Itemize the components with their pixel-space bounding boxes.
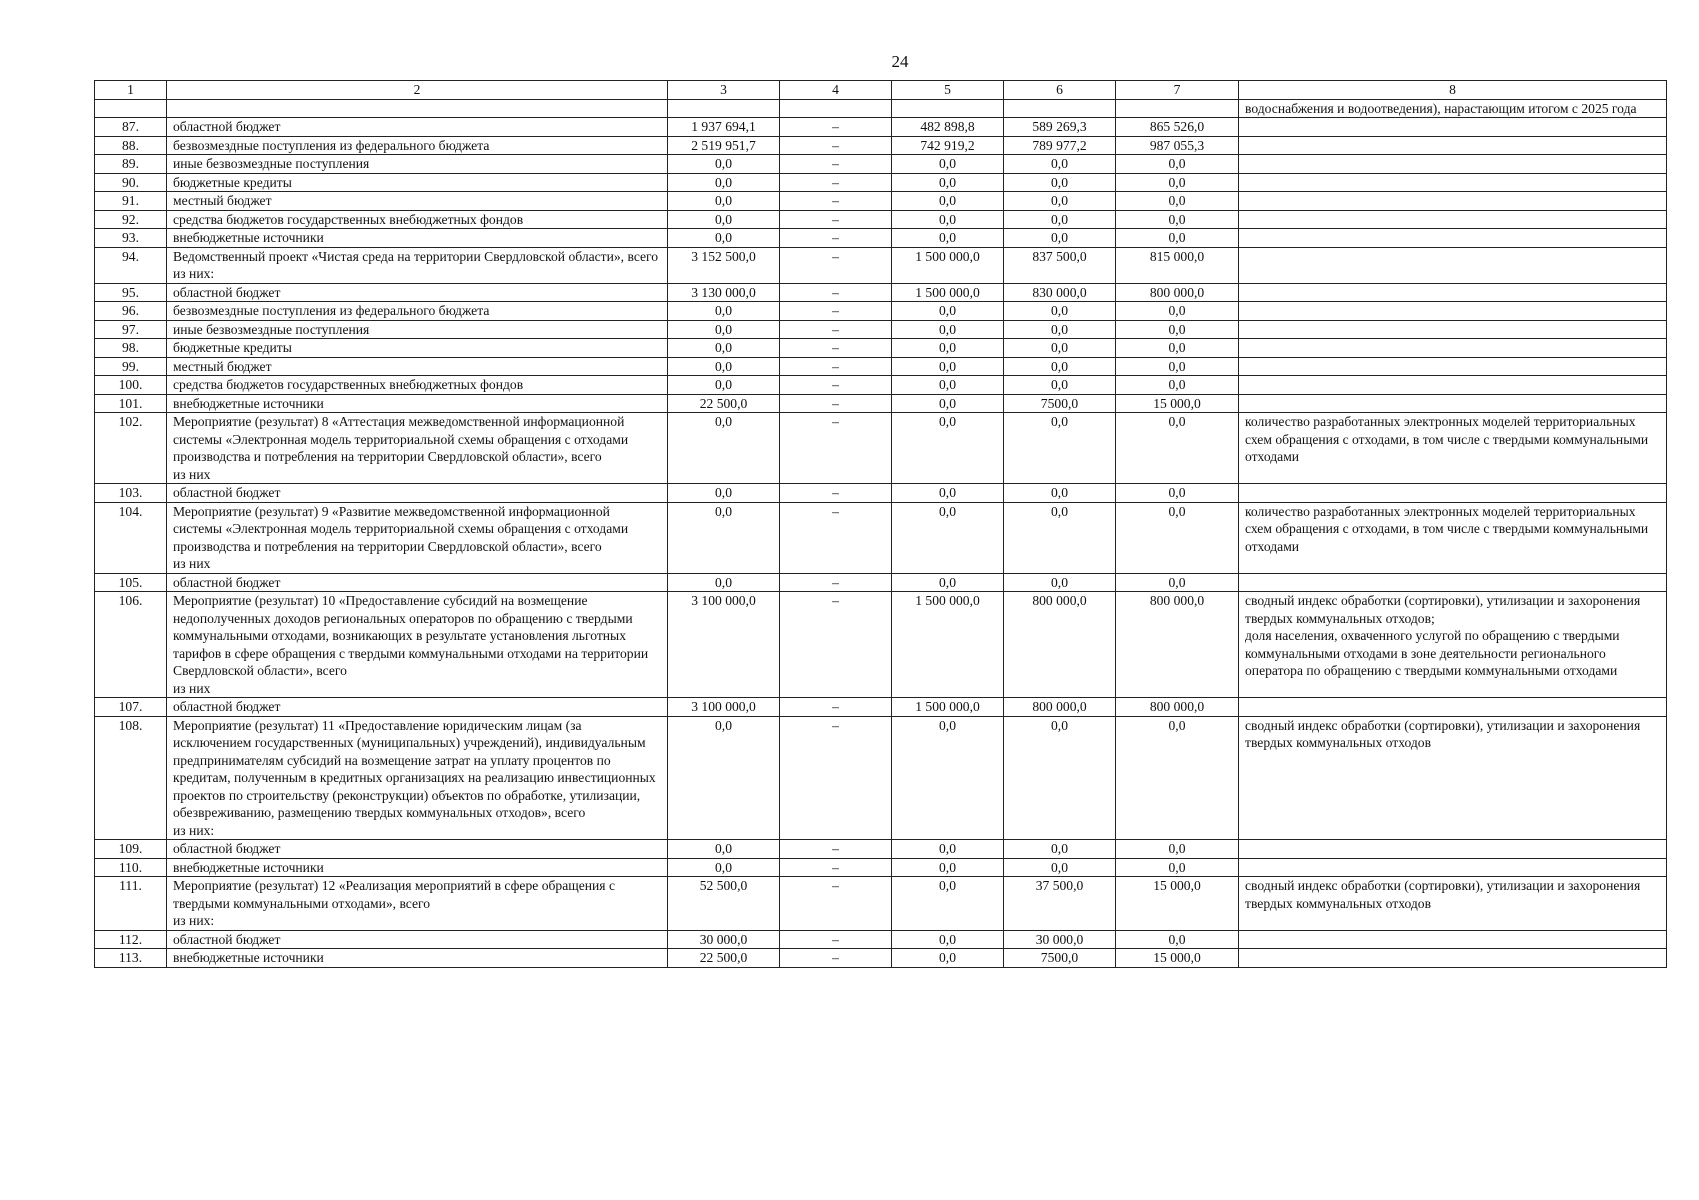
indicator-cell (1239, 502, 1667, 573)
column-6-value-cell: 7500,0 (1004, 394, 1116, 413)
column-6-value-cell: 0,0 (1004, 573, 1116, 592)
row-number-cell: 107. (95, 698, 167, 717)
total-value-cell: 0,0 (668, 229, 780, 248)
column-6-value-cell: 0,0 (1004, 302, 1116, 321)
column-4-value-cell: – (780, 229, 892, 248)
item-name-text: иные безвозмездные поступления (173, 321, 370, 337)
total-value-cell: 2 519 951,7 (668, 136, 780, 155)
column-header-7: 7 (1116, 81, 1239, 100)
row-number-cell: 112. (95, 930, 167, 949)
column-4-value-cell: – (780, 118, 892, 137)
item-name-cell (167, 339, 668, 358)
row-number-cell: 108. (95, 716, 167, 840)
column-header-5: 5 (892, 81, 1004, 100)
column-5-value-cell: 0,0 (892, 484, 1004, 503)
item-name-cell (167, 210, 668, 229)
indicator-cell (1239, 210, 1667, 229)
table-row (95, 192, 1667, 211)
indicator-cell (1239, 229, 1667, 248)
table-body (95, 99, 1667, 967)
table-row (95, 858, 1667, 877)
item-name-cell (167, 949, 668, 968)
item-name-text: безвозмездные поступления из федерального бюджета (173, 303, 490, 318)
column-number-header-row (95, 81, 1667, 100)
column-5-value-cell: 1 500 000,0 (892, 592, 1004, 698)
indicator-cell (1239, 840, 1667, 859)
row-number-cell: 96. (95, 302, 167, 321)
indicator-cell (1239, 877, 1667, 931)
item-name-text: областной бюджет (173, 485, 281, 500)
column-5-value-cell: 0,0 (892, 394, 1004, 413)
table-row (95, 283, 1667, 302)
column-7-value-cell: 0,0 (1116, 357, 1239, 376)
item-name-text: областной бюджет (173, 841, 281, 856)
column-4-value-cell: – (780, 840, 892, 859)
column-5-value-cell: 0,0 (892, 858, 1004, 877)
table-row (95, 320, 1667, 339)
table-row (95, 173, 1667, 192)
column-5-value-cell: 0,0 (892, 192, 1004, 211)
column-7-value-cell: 0,0 (1116, 502, 1239, 573)
column-4-value-cell: – (780, 192, 892, 211)
item-name-cell (167, 229, 668, 248)
row-number-cell: 98. (95, 339, 167, 358)
column-5-value-cell: 0,0 (892, 339, 1004, 358)
indicator-cell (1239, 858, 1667, 877)
column-5-value-cell: 0,0 (892, 949, 1004, 968)
row-number-cell: 90. (95, 173, 167, 192)
column-4-value-cell: – (780, 339, 892, 358)
indicator-cell (1239, 573, 1667, 592)
table-row (95, 229, 1667, 248)
row-number-cell: 95. (95, 283, 167, 302)
column-6-value-cell: 0,0 (1004, 376, 1116, 395)
column-header-4: 4 (780, 81, 892, 100)
total-value-cell: 0,0 (668, 173, 780, 192)
column-6-value-cell: 7500,0 (1004, 949, 1116, 968)
item-name-cell (167, 858, 668, 877)
column-4-value-cell: – (780, 302, 892, 321)
column-7-value-cell: 15 000,0 (1116, 877, 1239, 931)
table-row (95, 247, 1667, 283)
item-name-cell (167, 716, 668, 840)
row-number-cell: 89. (95, 155, 167, 174)
item-name-text: внебюджетные источники (173, 395, 324, 411)
indicator-text: сводный индекс обработки (сортировки), утилизации и захоронения твердых коммунальных отходов (1245, 717, 1641, 750)
item-name-text: Мероприятие (результат) 8 «Аттестация межведомственной информационной системы «Электронная модель территориальной схемы обращения с отходами производства и потребления на территории Свердловской области», всего из них (173, 414, 629, 482)
item-name-cell (167, 376, 668, 395)
column-6-value-cell: 0,0 (1004, 840, 1116, 859)
table-row (95, 502, 1667, 573)
item-name-text: местный бюджет (173, 358, 272, 374)
total-value-cell: 0,0 (668, 192, 780, 211)
column-7-value-cell: 0,0 (1116, 339, 1239, 358)
total-value-cell: 0,0 (668, 716, 780, 840)
item-name-cell (167, 394, 668, 413)
indicator-text: сводный индекс обработки (сортировки), утилизации и захоронения твердых коммунальных отходов (1245, 878, 1641, 911)
column-5-value-cell: 0,0 (892, 930, 1004, 949)
table-row (95, 698, 1667, 717)
total-value-cell: 22 500,0 (668, 949, 780, 968)
indicator-text: количество разработанных электронных моделей территориальных схем обращения с отходами, в том числе с твердыми коммунальными отходами (1245, 414, 1649, 464)
total-value-cell: 0,0 (668, 573, 780, 592)
total-value-cell: 3 100 000,0 (668, 592, 780, 698)
continuation-cell-6 (1004, 99, 1116, 118)
column-7-value-cell: 0,0 (1116, 484, 1239, 503)
table-row (95, 840, 1667, 859)
item-name-text: внебюджетные источники (173, 230, 324, 245)
item-name-cell (167, 320, 668, 339)
total-value-cell: 0,0 (668, 502, 780, 573)
table-row (95, 592, 1667, 698)
indicator-cell (1239, 949, 1667, 968)
column-4-value-cell: – (780, 484, 892, 503)
table-row (95, 573, 1667, 592)
column-7-value-cell: 800 000,0 (1116, 283, 1239, 302)
column-6-value-cell: 789 977,2 (1004, 136, 1116, 155)
item-name-cell (167, 173, 668, 192)
row-number-cell: 111. (95, 877, 167, 931)
column-7-value-cell: 15 000,0 (1116, 949, 1239, 968)
column-5-value-cell: 0,0 (892, 155, 1004, 174)
total-value-cell: 0,0 (668, 302, 780, 321)
item-name-cell (167, 573, 668, 592)
indicator-text: сводный индекс обработки (сортировки), утилизации и захоронения твердых коммунальных отходов; доля населения, охваченного услугой по обращению с твердыми коммунальными отходами в зоне деятельности регионального оператора по обращению с твердыми коммунальными отходами (1245, 593, 1641, 678)
table-row (95, 302, 1667, 321)
column-6-value-cell: 37 500,0 (1004, 877, 1116, 931)
column-6-value-cell: 589 269,3 (1004, 118, 1116, 137)
total-value-cell: 52 500,0 (668, 877, 780, 931)
column-5-value-cell: 0,0 (892, 376, 1004, 395)
column-4-value-cell: – (780, 716, 892, 840)
column-header-3: 3 (668, 81, 780, 100)
column-7-value-cell: 0,0 (1116, 716, 1239, 840)
row-number-cell: 101. (95, 394, 167, 413)
column-header-1: 1 (95, 81, 167, 100)
table-row (95, 118, 1667, 137)
indicator-cell (1239, 716, 1667, 840)
indicator-cell (1239, 394, 1667, 413)
table-row (95, 357, 1667, 376)
item-name-text: областной бюджет (173, 931, 281, 947)
column-7-value-cell: 800 000,0 (1116, 698, 1239, 717)
column-7-value-cell: 0,0 (1116, 192, 1239, 211)
budget-table (94, 80, 1667, 968)
column-6-value-cell: 830 000,0 (1004, 283, 1116, 302)
item-name-cell (167, 930, 668, 949)
total-value-cell: 30 000,0 (668, 930, 780, 949)
column-5-value-cell: 0,0 (892, 210, 1004, 229)
column-5-value-cell: 482 898,8 (892, 118, 1004, 137)
column-4-value-cell: – (780, 247, 892, 283)
column-6-value-cell: 0,0 (1004, 716, 1116, 840)
total-value-cell: 3 100 000,0 (668, 698, 780, 717)
column-7-value-cell: 987 055,3 (1116, 136, 1239, 155)
item-name-text: Мероприятие (результат) 11 «Предоставление юридическим лицам (за исключением государственных (муниципальных) учреждений), индивидуальным предпринимателям субсидий на возмещение затрат на уплату процентов по кредитам, полученным в кредитных организациях на реализацию инвестиционных проектов по строительству (реконструкции) объектов по обработке, утилизации, обезвреживанию, размещению твердых коммунальных отходов», всего из них: (173, 717, 656, 838)
column-4-value-cell: – (780, 283, 892, 302)
column-6-value-cell: 0,0 (1004, 339, 1116, 358)
column-6-value-cell: 0,0 (1004, 229, 1116, 248)
column-5-value-cell: 0,0 (892, 302, 1004, 321)
indicator-cell (1239, 592, 1667, 698)
indicator-cell (1239, 357, 1667, 376)
item-name-text: средства бюджетов государственных внебюджетных фондов (173, 377, 524, 392)
column-5-value-cell: 742 919,2 (892, 136, 1004, 155)
column-7-value-cell: 0,0 (1116, 173, 1239, 192)
indicator-cell (1239, 376, 1667, 395)
column-5-value-cell: 0,0 (892, 320, 1004, 339)
table-row (95, 155, 1667, 174)
column-6-value-cell: 0,0 (1004, 320, 1116, 339)
table-row (95, 484, 1667, 503)
item-name-cell (167, 698, 668, 717)
indicator-cell (1239, 302, 1667, 321)
column-6-value-cell: 0,0 (1004, 210, 1116, 229)
total-value-cell: 0,0 (668, 376, 780, 395)
continuation-cell-1 (95, 99, 167, 118)
continuation-row (95, 99, 1667, 118)
column-6-value-cell: 0,0 (1004, 484, 1116, 503)
table-row (95, 413, 1667, 484)
column-6-value-cell: 0,0 (1004, 173, 1116, 192)
item-name-cell (167, 118, 668, 137)
row-number-cell: 109. (95, 840, 167, 859)
item-name-cell (167, 484, 668, 503)
table-row (95, 930, 1667, 949)
continuation-cell-2 (167, 99, 668, 118)
item-name-text: Мероприятие (результат) 12 «Реализация мероприятий в сфере обращения с твердыми коммунальными отходами», всего из них: (173, 878, 615, 928)
item-name-text: областной бюджет (173, 699, 281, 714)
item-name-cell (167, 283, 668, 302)
column-7-value-cell: 0,0 (1116, 573, 1239, 592)
column-5-value-cell: 1 500 000,0 (892, 283, 1004, 302)
item-name-cell (167, 357, 668, 376)
indicator-text: количество разработанных электронных моделей территориальных схем обращения с отходами, в том числе с твердыми коммунальными отходами (1245, 503, 1649, 554)
indicator-cell (1239, 136, 1667, 155)
column-4-value-cell: – (780, 698, 892, 717)
column-6-value-cell: 800 000,0 (1004, 592, 1116, 698)
item-name-cell (167, 136, 668, 155)
total-value-cell: 0,0 (668, 484, 780, 503)
indicator-cell (1239, 698, 1667, 717)
item-name-text: местный бюджет (173, 193, 272, 208)
column-4-value-cell: – (780, 573, 892, 592)
total-value-cell: 0,0 (668, 155, 780, 174)
column-header-2: 2 (167, 81, 668, 100)
column-5-value-cell: 0,0 (892, 173, 1004, 192)
column-5-value-cell: 0,0 (892, 716, 1004, 840)
column-4-value-cell: – (780, 136, 892, 155)
item-name-text: Ведомственный проект «Чистая среда на территории Свердловской области», всего из них: (173, 248, 659, 281)
column-4-value-cell: – (780, 413, 892, 484)
item-name-text: иные безвозмездные поступления (173, 156, 370, 171)
indicator-cell (1239, 320, 1667, 339)
column-7-value-cell: 815 000,0 (1116, 247, 1239, 283)
indicator-cell (1239, 413, 1667, 484)
column-6-value-cell: 0,0 (1004, 357, 1116, 376)
item-name-cell (167, 502, 668, 573)
column-4-value-cell: – (780, 357, 892, 376)
column-4-value-cell: – (780, 930, 892, 949)
row-number-cell: 100. (95, 376, 167, 395)
column-4-value-cell: – (780, 502, 892, 573)
column-7-value-cell: 800 000,0 (1116, 592, 1239, 698)
table-row (95, 376, 1667, 395)
total-value-cell: 1 937 694,1 (668, 118, 780, 137)
column-4-value-cell: – (780, 877, 892, 931)
item-name-text: областной бюджет (173, 119, 281, 134)
column-5-value-cell: 0,0 (892, 502, 1004, 573)
table-row (95, 877, 1667, 931)
column-6-value-cell: 30 000,0 (1004, 930, 1116, 949)
item-name-text: средства бюджетов государственных внебюджетных фондов (173, 211, 524, 227)
page-number: 24 (891, 52, 909, 71)
item-name-cell (167, 247, 668, 283)
indicator-cell (1239, 283, 1667, 302)
item-name-text: бюджетные кредиты (173, 174, 292, 190)
column-6-value-cell: 0,0 (1004, 155, 1116, 174)
column-7-value-cell: 0,0 (1116, 840, 1239, 859)
continuation-cell-5 (892, 99, 1004, 118)
row-number-cell: 105. (95, 573, 167, 592)
column-4-value-cell: – (780, 949, 892, 968)
column-7-value-cell: 0,0 (1116, 155, 1239, 174)
column-header-8: 8 (1239, 81, 1667, 100)
column-7-value-cell: 0,0 (1116, 229, 1239, 248)
row-number-cell: 113. (95, 949, 167, 968)
total-value-cell: 0,0 (668, 210, 780, 229)
item-name-cell (167, 155, 668, 174)
table-row (95, 949, 1667, 968)
total-value-cell: 3 152 500,0 (668, 247, 780, 283)
column-4-value-cell: – (780, 376, 892, 395)
row-number-cell: 103. (95, 484, 167, 503)
row-number-cell: 97. (95, 320, 167, 339)
row-number-cell: 92. (95, 210, 167, 229)
total-value-cell: 0,0 (668, 339, 780, 358)
column-7-value-cell: 0,0 (1116, 376, 1239, 395)
row-number-cell: 87. (95, 118, 167, 137)
item-name-text: бюджетные кредиты (173, 340, 292, 355)
column-5-value-cell: 0,0 (892, 840, 1004, 859)
row-number-cell: 110. (95, 858, 167, 877)
column-4-value-cell: – (780, 173, 892, 192)
item-name-cell (167, 877, 668, 931)
continuation-cell-3 (668, 99, 780, 118)
row-number-cell: 104. (95, 502, 167, 573)
item-name-text: областной бюджет (173, 284, 281, 300)
item-name-text: внебюджетные источники (173, 859, 324, 875)
table-row (95, 210, 1667, 229)
item-name-text: безвозмездные поступления из федерального бюджета (173, 137, 490, 153)
item-name-cell (167, 302, 668, 321)
item-name-text: внебюджетные источники (173, 950, 324, 965)
item-name-text: областной бюджет (173, 574, 281, 590)
indicator-cell (1239, 930, 1667, 949)
indicator-cell (1239, 247, 1667, 283)
column-5-value-cell: 0,0 (892, 573, 1004, 592)
item-name-text: Мероприятие (результат) 10 «Предоставление субсидий на возмещение недополученных доходов региональных операторов по обращению с твердыми коммунальными отходами, возникающих в результате установления льготных тарифов в сфере обращения с твердыми коммунальными отходами на территории Свердловской области», всего из них (173, 593, 649, 696)
row-number-cell: 93. (95, 229, 167, 248)
row-number-cell: 99. (95, 357, 167, 376)
table-row (95, 394, 1667, 413)
column-5-value-cell: 0,0 (892, 357, 1004, 376)
column-4-value-cell: – (780, 210, 892, 229)
column-5-value-cell: 0,0 (892, 229, 1004, 248)
continuation-cell-4 (780, 99, 892, 118)
total-value-cell: 3 130 000,0 (668, 283, 780, 302)
table-row (95, 339, 1667, 358)
column-7-value-cell: 15 000,0 (1116, 394, 1239, 413)
column-4-value-cell: – (780, 320, 892, 339)
item-name-cell (167, 592, 668, 698)
table-row (95, 716, 1667, 840)
column-header-6: 6 (1004, 81, 1116, 100)
column-6-value-cell: 0,0 (1004, 858, 1116, 877)
total-value-cell: 0,0 (668, 413, 780, 484)
column-4-value-cell: – (780, 155, 892, 174)
total-value-cell: 0,0 (668, 858, 780, 877)
column-4-value-cell: – (780, 394, 892, 413)
column-5-value-cell: 1 500 000,0 (892, 247, 1004, 283)
column-7-value-cell: 0,0 (1116, 858, 1239, 877)
column-6-value-cell: 0,0 (1004, 413, 1116, 484)
column-7-value-cell: 0,0 (1116, 210, 1239, 229)
row-number-cell: 102. (95, 413, 167, 484)
indicator-cell (1239, 118, 1667, 137)
continuation-cell-7 (1116, 99, 1239, 118)
row-number-cell: 88. (95, 136, 167, 155)
indicator-cell (1239, 192, 1667, 211)
indicator-cell (1239, 155, 1667, 174)
column-5-value-cell: 0,0 (892, 877, 1004, 931)
column-7-value-cell: 0,0 (1116, 302, 1239, 321)
row-number-cell: 91. (95, 192, 167, 211)
item-name-cell (167, 413, 668, 484)
continuation-indicator-cell: водоснабжения и водоотведения), нарастающим итогом с 2025 года (1239, 99, 1667, 118)
indicator-cell (1239, 173, 1667, 192)
total-value-cell: 0,0 (668, 840, 780, 859)
column-6-value-cell: 800 000,0 (1004, 698, 1116, 717)
indicator-cell (1239, 484, 1667, 503)
column-7-value-cell: 0,0 (1116, 320, 1239, 339)
column-7-value-cell: 0,0 (1116, 930, 1239, 949)
indicator-cell (1239, 339, 1667, 358)
row-number-cell: 94. (95, 247, 167, 283)
column-7-value-cell: 865 526,0 (1116, 118, 1239, 137)
column-5-value-cell: 1 500 000,0 (892, 698, 1004, 717)
column-6-value-cell: 0,0 (1004, 502, 1116, 573)
total-value-cell: 0,0 (668, 320, 780, 339)
total-value-cell: 0,0 (668, 357, 780, 376)
table-row (95, 136, 1667, 155)
column-7-value-cell: 0,0 (1116, 413, 1239, 484)
item-name-text: Мероприятие (результат) 9 «Развитие межведомственной информационной системы «Электронная модель территориальной схемы обращения с отходами производства и потребления на территории Свердловской области», всего из них (173, 503, 629, 571)
total-value-cell: 22 500,0 (668, 394, 780, 413)
column-4-value-cell: – (780, 592, 892, 698)
column-4-value-cell: – (780, 858, 892, 877)
column-6-value-cell: 0,0 (1004, 192, 1116, 211)
column-6-value-cell: 837 500,0 (1004, 247, 1116, 283)
row-number-cell: 106. (95, 592, 167, 698)
item-name-cell (167, 840, 668, 859)
item-name-cell (167, 192, 668, 211)
column-5-value-cell: 0,0 (892, 413, 1004, 484)
